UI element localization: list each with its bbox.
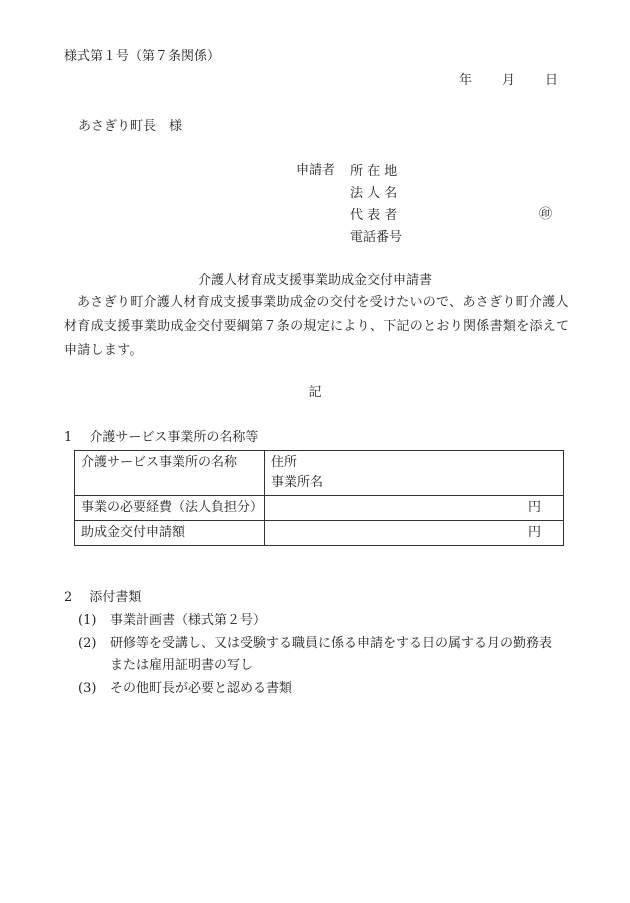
field-phone: 電話番号 [350, 230, 403, 245]
item-text: その他町長が必要と認める書類 [110, 681, 293, 696]
list-item [78, 679, 292, 699]
date-month: 月 [502, 73, 516, 88]
date-day: 日 [545, 73, 559, 88]
list-item [78, 611, 266, 631]
item-number: (1) [78, 613, 97, 628]
table-cell-label: 助成金交付申請額 [75, 521, 265, 546]
item-number: (2) [78, 636, 97, 651]
facility-table [74, 450, 564, 546]
item-text: 事業計画書（様式第２号） [110, 613, 267, 628]
list-item [78, 634, 552, 654]
field-address: 所 在 地 [350, 164, 398, 179]
seal-mark: ㊞ [539, 207, 553, 222]
body-paragraph: あさぎり町介護人材育成支援事業助成金の交付を受けたいので、あさぎり町介護人材育成支援事業助成金交付要綱第７条の規定により、下記のとおり関係書類を添えて申請します。 [64, 295, 570, 358]
expense-amount-cell[interactable] [265, 496, 564, 521]
item-continuation: または雇用証明書の写し [110, 658, 254, 673]
item-number: (3) [78, 681, 97, 696]
date-line [459, 71, 558, 91]
field-corporation-name: 法 人 名 [350, 186, 398, 201]
ki-heading: 記 [308, 385, 322, 400]
table-cell-label: 事業の必要経費（法人負担分） [75, 496, 265, 521]
applicant-fields [350, 161, 402, 249]
date-year: 年 [459, 73, 473, 88]
grant-amount-cell[interactable] [265, 521, 564, 546]
address-label: 住所 [271, 455, 298, 470]
yen-unit: 円 [527, 500, 541, 515]
applicant-label: 申請者 [296, 163, 336, 178]
yen-unit: 円 [527, 525, 541, 540]
table-row [75, 496, 564, 521]
table-cell-label: 介護サービス事業所の名称 [75, 451, 265, 496]
addressee: あさぎり町長 様 [78, 119, 183, 134]
item-text: 研修等を受講し、又は受験する職員に係る申請をする日の属する月の勤務表 [110, 636, 553, 651]
table-cell-value[interactable] [265, 451, 564, 496]
field-representative: 代 表 者 [350, 208, 398, 223]
form-number: 様式第１号（第７条関係） [64, 49, 221, 64]
section1-heading: 1 介護サービス事業所の名称等 [64, 430, 259, 445]
section2-heading: 2 添付書類 [64, 590, 142, 605]
table-row [75, 451, 564, 496]
office-name-label: 事業所名 [271, 475, 324, 490]
table-row [75, 521, 564, 546]
document-title: 介護人材育成支援事業助成金交付申請書 [197, 273, 432, 288]
